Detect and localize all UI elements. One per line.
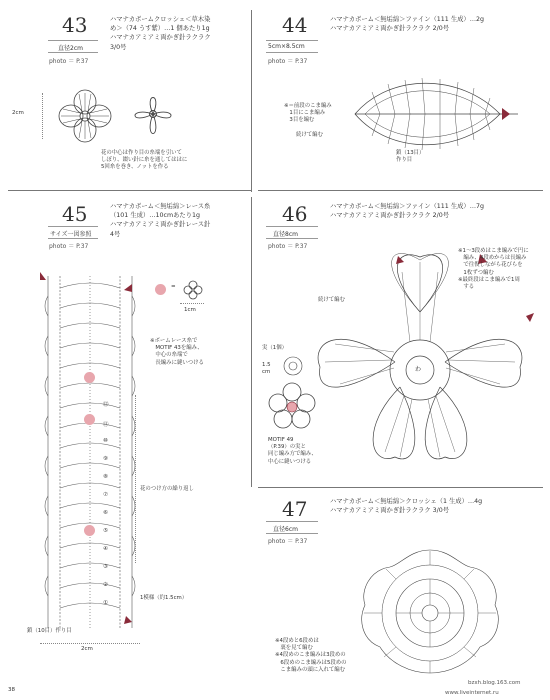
horizontal-divider-right bbox=[258, 190, 543, 191]
materials-text: ハマナカボームクロッシェ＜草木染 め＞（74 うす紫）…1 個あたり1g ハマナカアミアミ両かぎ針ラクラク 3/0号 bbox=[110, 16, 211, 51]
row-label: ③ bbox=[103, 564, 108, 570]
flower-outline-illustration bbox=[125, 88, 181, 144]
pink-flower-dot bbox=[155, 284, 166, 295]
continue-note: 続けて編む bbox=[296, 132, 323, 138]
chain-base-note: 鎖（13目） 作り目 bbox=[396, 150, 425, 164]
materials-text: ハマナカボーム＜無垢綿＞ファイン（111 生成）…2g ハマナカアミアミ両かぎ針ラクラク 2/0号 bbox=[330, 16, 485, 33]
size-label: 直径2cm bbox=[58, 45, 83, 52]
repeat-bracket bbox=[135, 395, 136, 563]
center-note: 花の中心は作り目の糸端を引いて しぼり、綴い針に糸を通してははに 5回糸を巻き、ノットを作る bbox=[101, 150, 188, 171]
berry-label: 実（1個） bbox=[262, 345, 287, 351]
watermark: bzxh.blog.163.com bbox=[468, 680, 521, 686]
section-number: 47 bbox=[282, 497, 308, 521]
row-label: ⑨ bbox=[103, 456, 108, 462]
size-label: 5cm×8.5cm bbox=[268, 43, 305, 50]
row-label: ⑦ bbox=[103, 492, 108, 498]
row-label: ⑥ bbox=[103, 510, 108, 516]
dimension-label: 2cm bbox=[12, 110, 24, 116]
section-number: 45 bbox=[62, 202, 88, 226]
width-dimension-line bbox=[40, 643, 140, 644]
row-label: ⑤ bbox=[103, 528, 108, 534]
row-label: ⑩ bbox=[103, 438, 108, 444]
round-chart-note: ※4段めと6段めは 裏を見て編む ※4段めのこま編みは3段めの 6段めのこま編みは5段めの こま編みの頭に入れて編む bbox=[275, 638, 347, 673]
center-ring-label: わ bbox=[415, 366, 422, 373]
motif-note: MOTIF 49 （P.39）の実と 同じ編み方で編み、 中心に縫いつける bbox=[268, 437, 317, 465]
photo-ref: photo ＝ P.37 bbox=[268, 538, 308, 545]
materials-text: ハマナカボーム＜無垢綿＞ファイン（111 生成）…7g ハマナカアミアミ両かぎ針ラクラク 2/0号 bbox=[330, 203, 485, 220]
equals-sign: = bbox=[171, 284, 176, 290]
stitch-note: ※＝前段のこま編み 1目にこま編み 3目を編む bbox=[284, 103, 332, 124]
row-label: ⑫ bbox=[103, 402, 109, 408]
materials-text: ハマナカボーム＜無垢綿＞クロッシェ（1 生成）…4g ハマナカアミアミ両かぎ針ラクラク 3/0号 bbox=[330, 498, 483, 515]
website: www.liveinternet.ru bbox=[445, 690, 499, 696]
size-underline bbox=[266, 533, 318, 534]
number-underline bbox=[48, 40, 98, 41]
pink-flower-marker bbox=[84, 372, 95, 383]
size-underline bbox=[48, 52, 98, 53]
page-number: 38 bbox=[8, 687, 15, 693]
row-label: ⑧ bbox=[103, 474, 108, 480]
number-underline bbox=[266, 521, 318, 522]
round-flower-chart bbox=[350, 545, 510, 685]
pink-flower-marker bbox=[84, 414, 95, 425]
pink-flower-marker bbox=[84, 525, 95, 536]
size-underline bbox=[266, 238, 318, 239]
number-underline bbox=[266, 40, 318, 41]
continue-note: 続けて編む bbox=[318, 297, 345, 303]
dimension-line bbox=[42, 93, 43, 139]
number-underline bbox=[48, 226, 98, 227]
flower-illustration bbox=[266, 380, 318, 432]
attach-note: ※ボームレース糸で MOTIF 43を編み、 中心の糸端で 長編みに縫いつける bbox=[150, 338, 204, 366]
berry-stitch-chart bbox=[282, 355, 304, 377]
berry-size-label: 1.5 cm bbox=[262, 362, 271, 376]
photo-ref: photo ＝ P.37 bbox=[268, 58, 308, 65]
row-label: ④ bbox=[103, 546, 108, 552]
vertical-divider-top bbox=[251, 10, 252, 192]
width-dimension-label: 2cm bbox=[81, 646, 93, 652]
size-label: サイズ一図参照 bbox=[50, 231, 92, 238]
vertical-divider-bottom bbox=[251, 197, 252, 487]
leaf-stitch-chart bbox=[350, 68, 520, 160]
row-label: ① bbox=[103, 600, 108, 606]
section-number: 44 bbox=[282, 13, 308, 37]
section-number: 43 bbox=[62, 13, 88, 37]
row-label: ② bbox=[103, 582, 108, 588]
repeat-note: 花のつけ方の繰り返し bbox=[140, 486, 194, 492]
pattern-repeat-note: 1模様（約1.5cm） bbox=[140, 595, 188, 601]
size-underline bbox=[48, 238, 98, 239]
photo-ref: photo ＝ P.37 bbox=[49, 243, 89, 250]
number-underline bbox=[266, 226, 318, 227]
row-label: ⑪ bbox=[103, 422, 109, 428]
materials-text: ハマナカボーム＜無垢綿＞レース糸 （101 生成）…10cmあたり1g ハマナカアミアミ両かぎ針レース針 4号 bbox=[110, 203, 211, 238]
section-number: 46 bbox=[282, 202, 308, 226]
photo-ref: photo ＝ P.37 bbox=[268, 243, 308, 250]
mini-dimension-line bbox=[180, 303, 204, 304]
construction-note: ※1〜3段めはこま編みで円に 編み、4段めからは長編み で往復しながら花びらを 1枚ずつ編む ※最終段はこま編みで1周 する bbox=[458, 248, 529, 291]
horizontal-divider-47 bbox=[258, 487, 543, 488]
photo-ref: photo ＝ P.37 bbox=[49, 58, 89, 65]
mini-dimension-label: 1cm bbox=[184, 307, 196, 313]
flower-stitch-chart bbox=[55, 88, 115, 144]
horizontal-divider-left bbox=[8, 190, 252, 191]
mini-flower-icon bbox=[183, 280, 203, 300]
size-underline bbox=[266, 52, 318, 53]
size-label: 直径8cm bbox=[273, 231, 298, 238]
base-chain-note: 鎖（10目）作り目 bbox=[27, 628, 72, 634]
lace-stitch-chart bbox=[40, 276, 140, 628]
size-label: 直径6cm bbox=[273, 526, 298, 533]
